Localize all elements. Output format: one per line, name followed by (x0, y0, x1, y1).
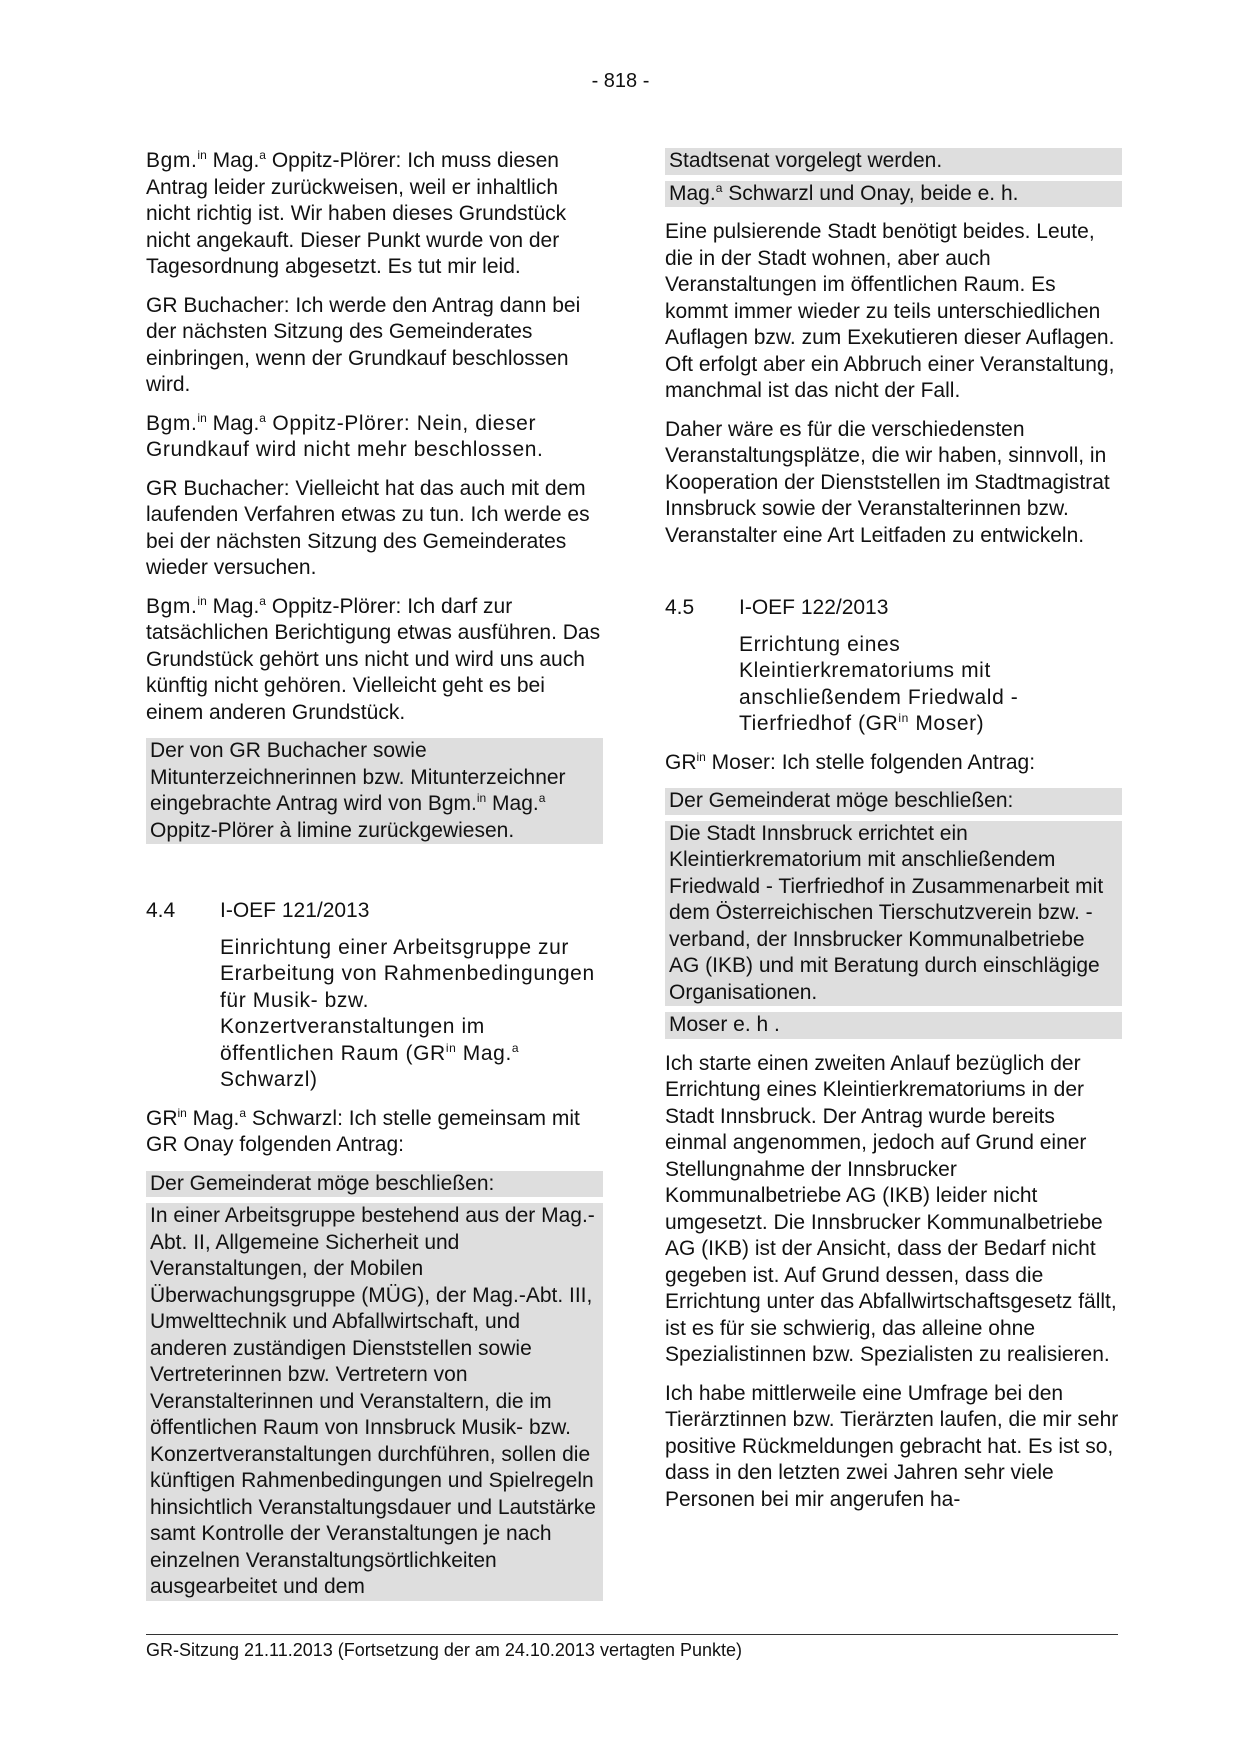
paragraph-city-needs: Eine pulsierende Stadt benötigt beides. Leute, die in der Stadt wohnen, aber auch Veranstaltungen im öffentlichen Raum. Es kommt immer wieder zu teils unterschiedlichen Auflagen bzw. zum Exekutieren dieser Auflagen. Oft erfolgt aber ein Abbruch einer Veranstaltung, manchmal ist das nicht der Fall. (665, 220, 1115, 402)
paragraph-moser-intro: $GR^{in}$ Moser: Ich stelle folgenden Antrag: (665, 749, 1036, 774)
paragraph-survey: Ich habe mittlerweile eine Umfrage bei den Tierärztinnen bzw. Tierärzten laufen, die mir sehr positive Rückmeldungen gebracht hat. Es ist so, dass in den letzten zwei Jahren sehr viele Personen bei mir angerufen ha- (665, 1381, 1119, 1511)
section-title-4-5: Errichtung eines Kleintierkrematoriums mit anschließendem Friedwald - Tierfriedhof ($GR^{in}$ Moser) (739, 632, 1019, 735)
footer-text: GR-Sitzung 21.11.2013 (Fortsetzung der am 24.10.2013 vertagten Punkte) (146, 1640, 743, 1660)
section-heading-4-4: 4.4 I-OEF 121/2013 (146, 899, 370, 922)
rejection-box (146, 738, 603, 844)
paragraph-buchacher-2: GR Buchacher: Vielleicht hat das auch mit dem laufenden Verfahren etwas zu tun. Ich werde es bei der nächsten Sitzung des Gemeinderates wieder versuchen. (146, 476, 590, 579)
motion-text-4-5: Die Stadt Innsbruck errichtet ein Kleintierkrematorium mit anschließendem Friedwald - Tierfriedhof in Zusammenarbeit mit dem Österreichischen Tierschutzverein bzw. -verband, der Innsbrucker Kommunalbetriebe AG (IKB) und mit Beratung durch einschlägige Organisationen. (665, 815, 1122, 1007)
motion-intro: Der Gemeinderat möge beschließen: (146, 1171, 603, 1198)
motion-signature-4-5: Moser e. h . (665, 1006, 1122, 1039)
section-title-4-4: Einrichtung einer Arbeitsgruppe zur Erarbeitung von Rahmenbedingungen für Musik- bzw. Konzertveranstaltungen im öffentlichen Raum ($GR^{in}$ Mag.$^a$ Schwarzl) (220, 935, 595, 1091)
rejection-text: Der von GR Buchacher sowie Mitunterzeichnerinnen bzw. Mitunterzeichner eingebrachte Antrag wird von Bgm.$^{in}$ Mag.$^a$ Oppitz-Plörer à limine zurückgewiesen. (146, 738, 603, 844)
footer-divider (146, 1634, 1118, 1635)
paragraph-second-attempt: Ich starte einen zweiten Anlauf bezüglich der Errichtung eines Kleintierkrematoriums in der Stadt Innsbruck. Der Antrag wurde bereits einmal angenommen, jedoch auf Grund einer Stellungnahme der Innsbrucker Kommunalbetriebe AG (IKB) leider nicht umgesetzt. Die Innsbrucker Kommunalbetriebe AG (IKB) ist der Ansicht, dass der Bedarf nicht gegeben ist. Auf Grund dessen, dass die Errichtung unter das Abfallwirtschaftsgesetz fällt, ist es für sie schwierig, das alleine ohne Spezialistinnen bzw. Spezialisten zu realisieren. (665, 1051, 1117, 1366)
paragraph-buchacher-1: GR Buchacher: Ich werde den Antrag dann bei der nächsten Sitzung des Gemeinderates einbringen, wenn der Grundkauf beschlossen wird. (146, 293, 581, 396)
page-number: - 818 - (591, 70, 650, 92)
motion-box-continued (665, 148, 1122, 207)
section-heading-4-5: 4.5 I-OEF 122/2013 (665, 596, 889, 619)
motion-box-4-4 (146, 1171, 603, 1601)
paragraph-guideline: Daher wäre es für die verschiedensten Veranstaltungsplätze, die wir haben, sinnvoll, in Kooperation der Dienststellen im Stadtmagistrat Innsbruck sowie der Veranstalterinnen bzw. Veranstalter eine Art Leitfaden zu entwickeln. (665, 417, 1110, 547)
left-column (146, 148, 603, 1613)
motion-text-continued: Stadtsenat vorgelegt werden. (665, 148, 1122, 175)
paragraph-mayor-2: Bgm.$^{in}$ Mag.$^a$ Oppitz-Plörer: Nein, dieser Grundkauf wird nicht mehr beschlossen. (146, 410, 544, 461)
paragraph-mayor-1: Bgm.$^{in}$ Mag.$^a$ Oppitz-Plörer: Ich muss diesen Antrag leider zurückweisen, weil er inhaltlich nicht richtig ist. Wir haben dieses Grundstück nicht angekauft. Dieser Punkt wurde von der Tagesordnung abgesetzt. Es tut mir leid. (146, 148, 567, 278)
paragraph-schwarzl: $GR^{in}$ Mag.$^a$ Schwarzl: Ich stelle gemeinsam mit GR Onay folgenden Antrag: (146, 1105, 580, 1156)
motion-signatures: Mag.$^a$ Schwarzl und Onay, beide e. h. (665, 175, 1122, 208)
motion-intro-4-5: Der Gemeinderat möge beschließen: (665, 788, 1122, 815)
paragraph-mayor-3: Bgm.$^{in}$ Mag.$^a$ Oppitz-Plörer: Ich darf zur tatsächlichen Berichtigung etwas ausführen. Das Grundstück gehört uns nicht und wird uns auch künftig nicht gehören. Vielleicht geht es bei einem anderen Grundstück. (146, 593, 601, 724)
right-column (665, 148, 1122, 1525)
motion-box-4-5 (665, 788, 1122, 1039)
motion-text: In einer Arbeitsgruppe bestehend aus der Mag.-Abt. II, Allgemeine Sicherheit und Veranstaltungen, der Mobilen Überwachungsgruppe (MÜG), der Mag.-Abt. III, Umwelttechnik und Abfallwirtschaft, und anderen zuständigen Dienststellen sowie Vertreterinnen bzw. Vertretern von Veranstalterinnen und Veranstaltern, die im öffentlichen Raum von Innsbruck Musik- bzw. Konzertveranstaltungen durchführen, sollen die künftigen Rahmenbedingungen und Spielregeln hinsichtlich Veranstaltungsdauer und Lautstärke samt Kontrolle der Veranstaltungen je nach einzelnen Veranstaltungsörtlichkeiten ausgearbeitet und dem (146, 1197, 603, 1601)
